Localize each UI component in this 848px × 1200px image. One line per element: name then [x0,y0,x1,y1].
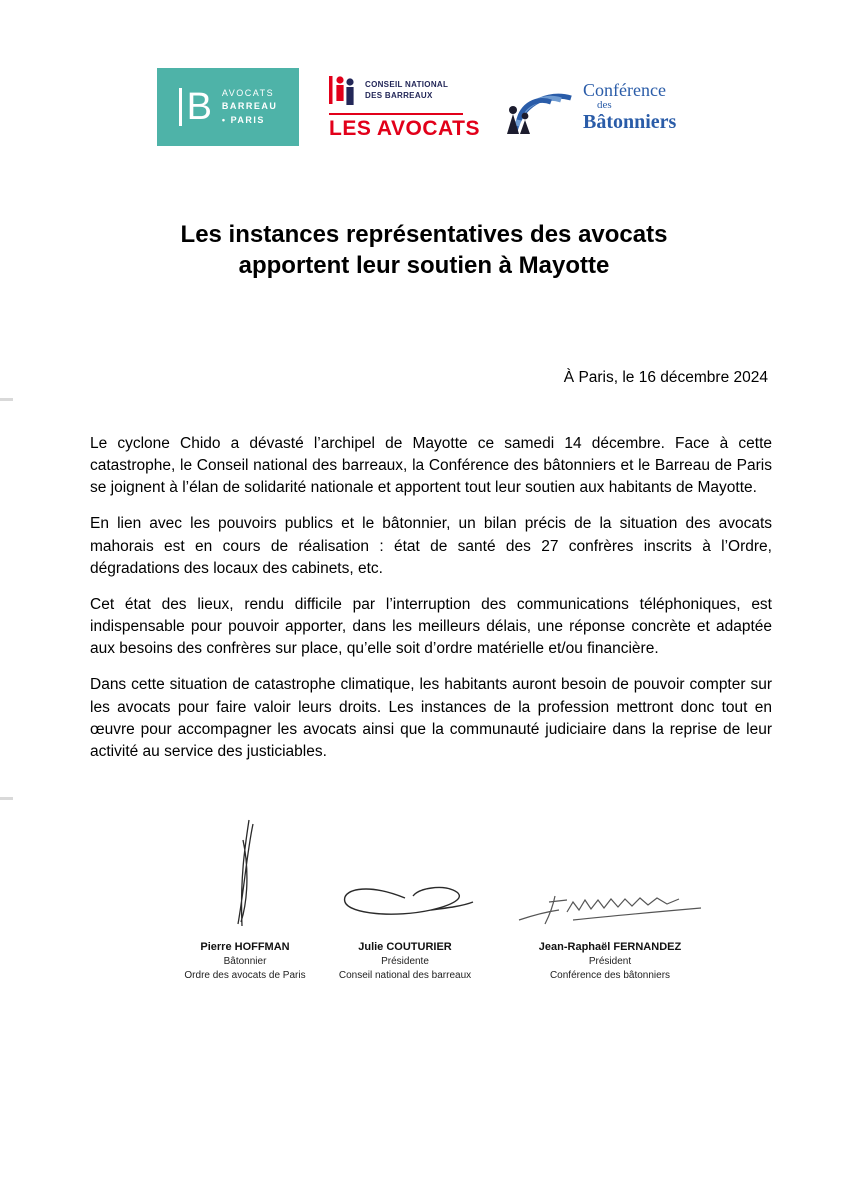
cnb-wordmark: LES AVOCATS [329,117,480,140]
fold-mark-bottom [0,797,13,800]
signer-role: Président [588,956,632,967]
bp-line2: BARREAU [221,101,278,112]
conf-line2: des [597,99,612,112]
conf-line1: Conférence [583,80,666,101]
couturier-signature-icon [335,872,475,930]
document-title [0,220,848,281]
signer-name: Julie COUTURIER [358,941,452,954]
paragraph-4: Dans cette situation de catastrophe climatique, les habitants auront besoin de pouvoir compter sur les avocats pour faire valoir leurs droits. Les instances de la profession mettront donc tout en œuvre pour accompagner les avocats ainsi que la communauté judiciaire dans la reprise de leur activité au service des justiciables. [90,676,772,760]
barreau-paris-monogram-icon: B [179,88,212,126]
conference-fan-icon [501,76,575,138]
cnb-logo [329,66,480,148]
bp-line1: AVOCATS [221,87,275,98]
signer-name: Jean-Raphaël FERNANDEZ [538,941,682,954]
conf-line3: Bâtonniers [583,110,677,133]
letter-body [90,433,772,777]
conference-logo-text [583,81,676,132]
conference-batonniers-logo [501,67,691,147]
signer-role: Bâtonnier [223,956,267,967]
signer-name: Pierre HOFFMAN [200,941,290,954]
fernandez-signature-icon [515,886,705,930]
cnb-caption: CONSEIL NATIONAL DES BARREAUX [365,80,449,100]
paragraph-2: En lien avec les pouvoirs publics et le bâtonnier, un bilan précis de la situation des avocats mahorais est en cours de réalisation : état de santé des 27 confrères inscrits à l’Ordre, dégradations des locaux des cabinets, etc. [90,515,772,577]
signature-block-couturier [310,812,500,982]
cnb-figures-icon [329,73,359,109]
barreau-paris-logo-text [222,87,278,128]
bp-line3: • PARIS [221,114,265,125]
barreau-paris-logo [157,68,299,146]
signer-role: Présidente [381,956,429,967]
paragraph-3: Cet état des lieux, rendu difficile par l’interruption des communications téléphoniques, est indispensable pour pouvoir apporter, dans les meilleurs délais, une réponse concrète et adaptée aux besoins des confrères sur place, qu’elle soit d’ordre matérielle et/ou financière. [90,595,772,658]
signer-org: Conseil national des barreaux [338,969,472,981]
fold-mark-top [0,398,13,401]
signature-block-fernandez [480,812,740,982]
document-title-line1: Les instances représentatives des avocats [180,221,668,248]
signer-org: Ordre des avocats de Paris [184,969,306,981]
signer-org: Conférence des bâtonniers [549,969,671,981]
document-title-line2: apportent leur soutien à Mayotte [238,251,610,279]
dateline: À Paris, le 16 décembre 2024 [563,369,768,386]
hoffman-signature-icon [225,818,265,930]
paragraph-1: Le cyclone Chido a dévasté l’archipel de Mayotte ce samedi 14 décembre. Face à cette catastrophe, le Conseil national des barreaux, la Conférence des bâtonniers et le Barreau de Paris se joignent à l’élan de solidarité nationale et apportent tout leur soutien aux habitants de Mayotte. [90,435,772,497]
logos-row [0,66,848,148]
cnb-rule [329,113,463,115]
